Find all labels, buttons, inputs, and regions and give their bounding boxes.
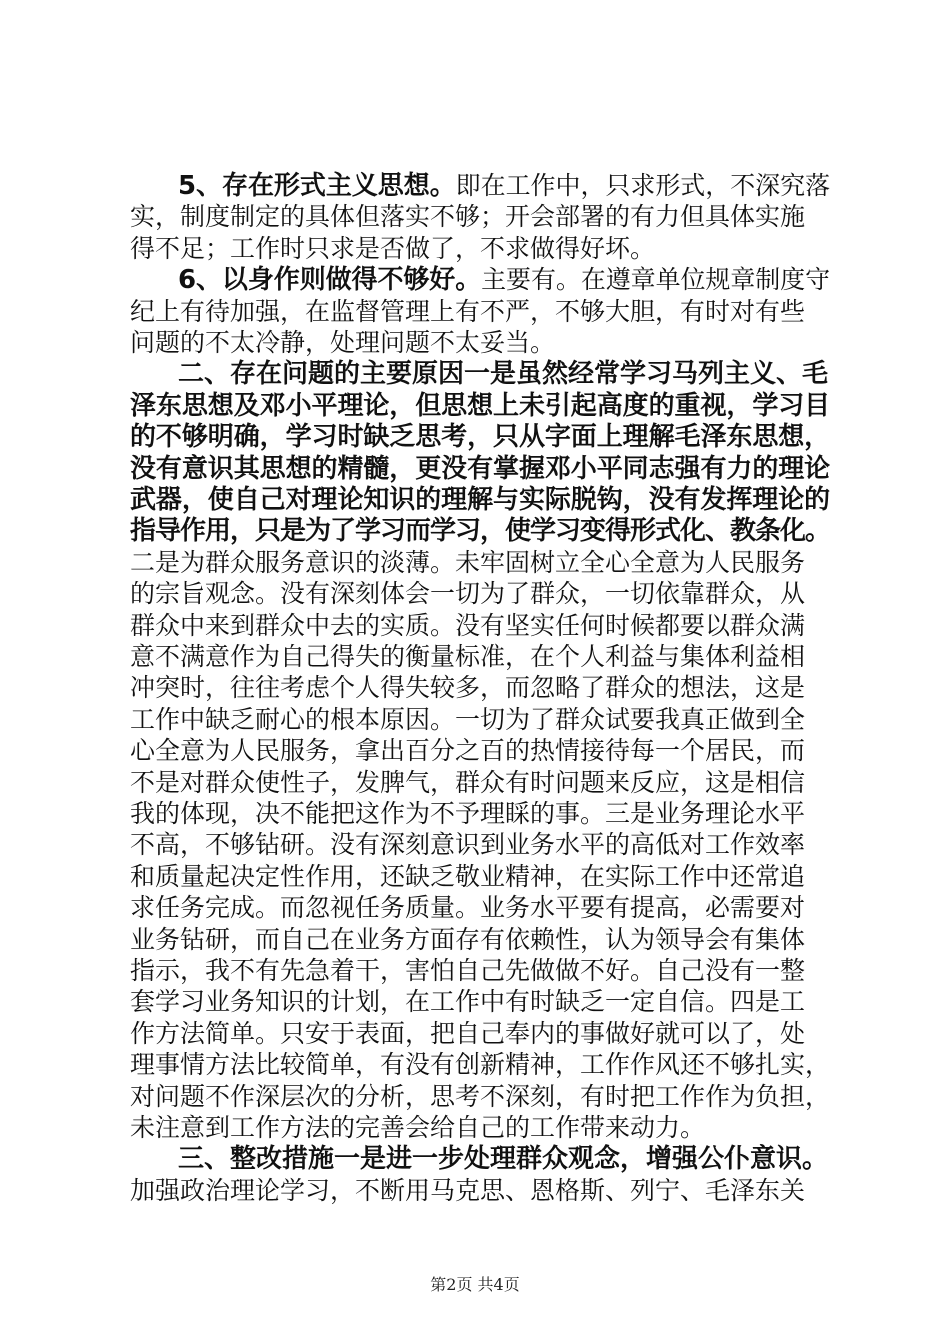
bold-text-run: 6、以身作则做得不够好。 bbox=[178, 265, 482, 296]
bold-text-run: 没有意识其思想的精髓，更没有掌握邓小平同志强有力的理论 bbox=[130, 453, 830, 484]
text-run: 意不满意作为自己得失的衡量标准，在个人利益与集体利益相 bbox=[130, 642, 806, 671]
bold-text-run: 的不够明确，学习时缺乏思考，只从字面上理解毛泽东思想， bbox=[130, 422, 830, 453]
text-run: 指示，我不有先急着干，害怕自己先做做不好。自己没有一整 bbox=[130, 956, 806, 985]
text-run: 冲突时，往往考虑个人得失较多，而忽略了群众的想法，这是 bbox=[130, 673, 806, 703]
text-run: 套学习业务知识的计划，在工作中有时缺乏一定自信。四是工 bbox=[130, 987, 806, 1017]
text-run: 的宗旨观念。没有深刻体会一切为了群众，一切依靠群众，从 bbox=[130, 579, 806, 609]
text-run: 实，制度制定的具体但落实不够；开会部署的有力但具体实施 bbox=[130, 202, 806, 232]
text-run: 未注意到工作方法的完善会给自己的工作带来动力。 bbox=[130, 1113, 706, 1142]
text-run: 和质量起决定性作用，还缺乏敬业精神，在实际工作中还常追 bbox=[130, 861, 806, 891]
text-run: 二是为群众服务意识的淡薄。未牢固树立全心全意为人民服务 bbox=[130, 547, 806, 577]
bold-text-run: 泽东思想及邓小平理论，但思想上未引起高度的重视，学习目 bbox=[130, 390, 830, 421]
text-run: 求任务完成。而忽视任务质量。业务水平要有提高，必需要对 bbox=[130, 893, 806, 923]
bold-text-run: 二、存在问题的主要原因一是虽然经常学习马列主义、毛 bbox=[178, 359, 829, 390]
text-run: 加强政治理论学习，不断用马克思、恩格斯、列宁、毛泽东关 bbox=[130, 1175, 806, 1205]
text-run: 心全意为人民服务，拿出百分之百的热情接待每一个居民，而 bbox=[130, 736, 806, 766]
text-run: 即在工作中，只求形式，不深究落 bbox=[455, 171, 830, 200]
text-run: 不是对群众使性子，发脾气，群众有时问题来反应，这是相信 bbox=[130, 767, 806, 797]
text-run: 业务钻研，而自己在业务方面存有依赖性，认为领导会有集体 bbox=[130, 924, 806, 954]
text-run: 对问题不作深层次的分析，思考不深刻，有时把工作作为负担， bbox=[130, 1081, 830, 1111]
text-run: 得不足；工作时只求是否做了，不求做得好坏。 bbox=[130, 233, 656, 263]
bold-text-run: 5、存在形式主义思想。 bbox=[178, 171, 456, 201]
text-run: 工作中缺乏耐心的根本原因。一切为了群众试要我真正做到全 bbox=[130, 704, 806, 734]
page-footer: 第2页 共4页 bbox=[430, 1275, 520, 1294]
text-run: 纪上有待加强，在监督管理上有不严，不够大胆，有时对有些 bbox=[130, 296, 806, 326]
bold-text-run: 三、整改措施一是进一步处理群众观念，增强公仆意识。 bbox=[178, 1144, 829, 1175]
text-run: 群众中来到群众中去的实质。没有坚实任何时候都要以群众满 bbox=[130, 610, 806, 640]
bold-text-run: 武器，使自己对理论知识的理解与实际脱钩，没有发挥理论的 bbox=[130, 485, 830, 515]
text-run: 主要有。在遵章单位规章制度守 bbox=[481, 265, 830, 295]
text-run: 不高，不够钻研。没有深刻意识到业务水平的高低对工作效率 bbox=[130, 830, 806, 860]
text-run: 理事情方法比较简单，有没有创新精神，工作作风还不够扎实， bbox=[130, 1050, 830, 1080]
text-run: 作方法简单。只安于表面，把自己奉内的事做好就可以了，处 bbox=[130, 1018, 806, 1048]
text-line bbox=[130, 1173, 830, 1209]
bold-text-run: 指导作用，只是为了学习而学习，使学习变得形式化、教条化。 bbox=[130, 516, 830, 547]
text-run: 我的体现，决不能把这作为不予理睬的事。三是业务理论水平 bbox=[130, 799, 806, 828]
text-run: 问题的不太冷静，处理问题不太妥当。 bbox=[130, 328, 556, 357]
